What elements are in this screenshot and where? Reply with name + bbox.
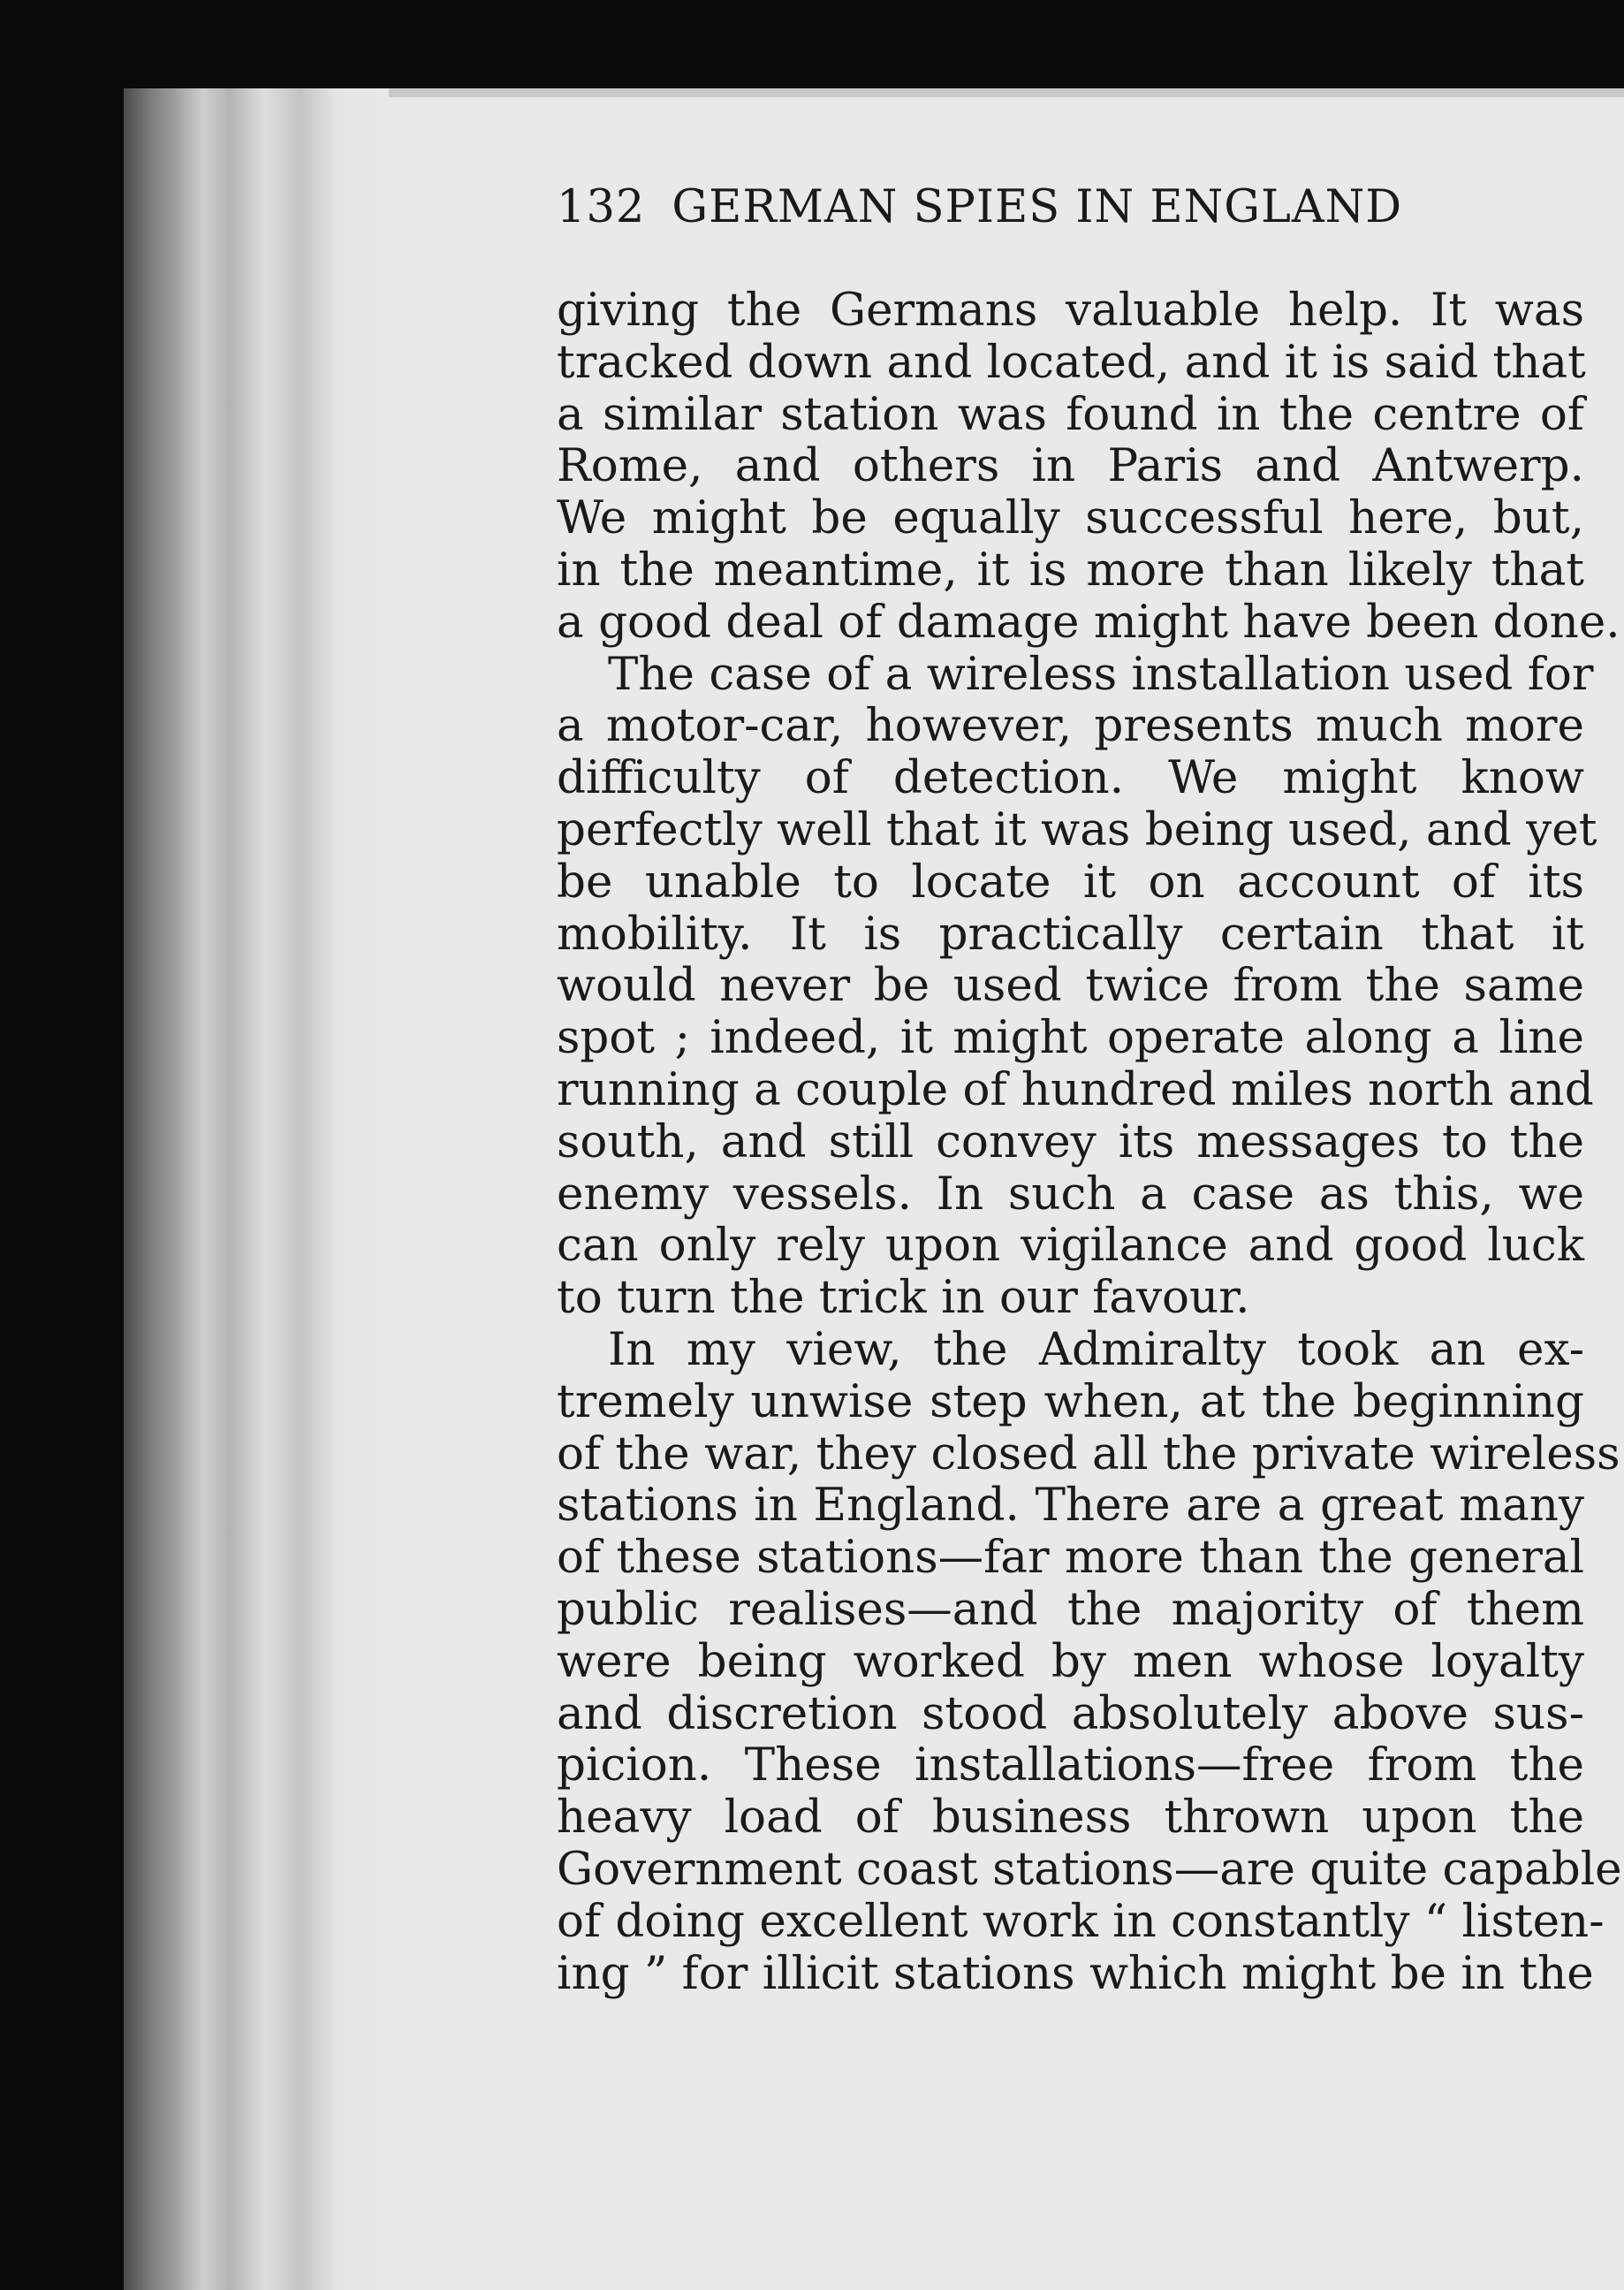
text-line: enemy vessels. In such a case as this, we <box>557 1167 1584 1221</box>
text-line: public realises—and the majority of them <box>557 1582 1584 1636</box>
text-line: Government coast stations—are quite capable <box>557 1842 1622 1896</box>
page-number: 132 <box>557 181 646 233</box>
paragraph-first-line: The case of a wireless installation used for <box>608 647 1594 701</box>
text-line: ing ” for illicit stations which might be in the <box>557 1946 1594 2000</box>
text-line: tracked down and located, and it is said that <box>557 335 1586 389</box>
text-line: giving the Germans valuable help. It was <box>557 284 1584 337</box>
text-line: in the meantime, it is more than likely that <box>557 543 1584 597</box>
text-line: of these stations—far more than the general <box>557 1531 1584 1585</box>
text-line: a similar station was found in the centre of <box>557 387 1584 441</box>
text-line: We might be equally successful here, but, <box>557 491 1584 545</box>
text-line: would never be used twice from the same <box>557 959 1584 1013</box>
text-line: can only rely upon vigilance and good luck <box>557 1219 1584 1273</box>
text-line: were being worked by men whose loyalty <box>557 1634 1584 1688</box>
body-text <box>557 284 1622 2000</box>
text-line: difficulty of detection. We might know <box>557 751 1584 805</box>
paragraph-first-line: In my view, the Admiralty took an ex- <box>608 1322 1584 1376</box>
text-line: running a couple of hundred miles north and <box>557 1062 1594 1116</box>
text-line: tremely unwise step when, at the beginning <box>557 1374 1584 1428</box>
running-title: GERMAN SPIES IN ENGLAND <box>672 181 1403 233</box>
text-line: mobility. It is practically certain that it <box>557 907 1584 961</box>
text-line: heavy load of business thrown upon the <box>557 1791 1584 1845</box>
text-line: Rome, and others in Paris and Antwerp. <box>557 439 1584 493</box>
paragraph-last-line: to turn the trick in our favour. <box>557 1271 1250 1325</box>
text-line: a motor-car, however, presents much more <box>557 699 1584 753</box>
text-line: of the war, they closed all the private wireless <box>557 1426 1620 1480</box>
text-line: stations in England. There are a great many <box>557 1479 1584 1533</box>
text-line: spot ; indeed, it might operate along a line <box>557 1011 1584 1065</box>
text-line: perfectly well that it was being used, and yet <box>557 803 1597 856</box>
running-head <box>557 181 1582 233</box>
page-edges <box>124 88 389 2290</box>
text-line: south, and still convey its messages to the <box>557 1115 1584 1168</box>
text-line: picion. These installations—free from the <box>557 1738 1584 1792</box>
text-line: of doing excellent work in constantly “ listen- <box>557 1894 1605 1948</box>
text-line: a good deal of damage might have been done. <box>557 595 1620 649</box>
text-line: and discretion stood absolutely above sus- <box>557 1686 1584 1740</box>
text-line: be unable to locate it on account of its <box>557 855 1584 909</box>
